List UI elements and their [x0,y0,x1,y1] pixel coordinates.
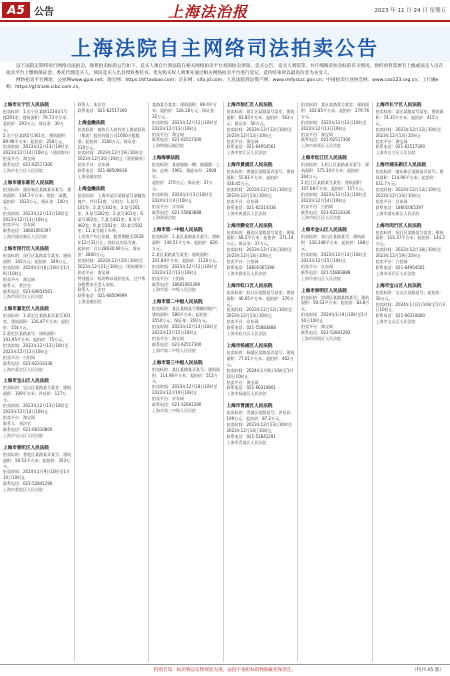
notice-line: 拍卖标的：黄浦区某路某弄某号；建筑面积：55.81平方米；起拍价：436.45万元。 [226,169,295,187]
notice-line: 拍卖时间：2023年12月12日10时至2023年12月13日10时止 [226,307,292,319]
notice-line: 2.某区某路某号某室；建筑面积：201.84平方米；起拍价：1120万元。 [152,252,221,263]
notice-signature: 上海市第一中级人民法院 [152,287,196,293]
notice-line: 联系电话：021-62314336 [3,360,53,366]
auction-notice [376,283,446,325]
auction-notice [301,155,370,221]
notice-court-title: 上海市浦东新区人民法院 [3,180,54,186]
notice-line: 联系电话：021-62517300 [152,341,202,347]
notice-line: 拍卖平台：淘宝网 [3,156,35,162]
notice-line: 拍卖时间：2024年1月9日10时至1月10日10时止 [301,312,368,324]
notice-line: 拍卖平台：淘宝网 [226,138,259,144]
auction-notice [227,223,296,277]
notice-line: 拍卖时间：2023年12月12日10时至2023年12月13日10时止 [226,126,292,138]
platform-list: 网络拍卖平台网址：公拍网www.gpai.net；淘宝网：https://sf.taobao.com；京东网：sifa.jd.com；人民法院诉讼资产网：www.rmfysszc.gov.cn；中国拍卖行业协会网：www.caa123.org.cn；工行融e购：https://gf.trade.icbc.com.cn。 [6,78,439,90]
notice-signature: 上海市普陀区人民法院 [3,487,43,493]
notice-column [152,102,224,662]
notice-column [227,102,299,662]
issue-date: 2023 年 11 月 24 日 星期五 [374,8,446,14]
notice-court-title: 上海市松江区人民法院 [301,156,347,162]
notice-line: 拍卖标的：虹口区某路某号某室；建筑面积：46.65平方米；起拍价：370万元。 [226,289,295,307]
notice-court-title: 上海市浦东新区人民法院 [375,163,427,169]
notice-line: 联系人：罗法官 [3,282,31,288]
notice-line: 拍卖时间：2024年1月3日10时至2024年1月4日10时止 [152,191,213,203]
notice-court-title: 上海市金山区人民法院 [301,228,347,234]
notice-signature: 上海市第二中级人民法院 [152,347,196,353]
notice-court-title: 上海市长宁区人民法院 [3,103,49,108]
notice-court-title: 上海市第二中级人民法院 [152,300,203,306]
notice-court-title: 上海市闵行区人民法院 [3,247,49,253]
notice-line: 拍卖时间：2023年12月18日10时至2023年12月19日10时止 [152,384,218,396]
notice-line: 拍卖平台：淘宝网 [301,324,333,330]
notice-line: 拍卖平台：淘宝网 [152,131,184,137]
auction-notice [227,162,296,216]
notice-line: 拍卖时间：2023年12月12日10时至2023年12月13日10时止 [152,263,218,275]
auction-notice [227,283,296,337]
notice-line: 拍卖时间：2023年12月13日10时至2023年12月14日10时止 [226,247,292,259]
notice-line: 拍卖时间：2023年12月13日10时至2023年12月14日10时止 [375,186,441,198]
notice-court-title: 上海市杨浦区人民法院 [226,344,273,349]
notice-line: 拍卖标的：某轮船舶一艘；船籍港：上海；总吨：2961；建造年份：2008年。 [152,162,220,180]
notice-court-title: 上海市嘉定区人民法院 [3,307,49,313]
notice-line: 拍卖平台：京东网 [77,162,110,168]
notice-line: 联系电话：021-52841291 [226,433,276,439]
notice-signature: 上海市长宁区人民法院 [375,150,416,156]
notice-line: 联系电话：18601065397 [3,228,51,234]
notice-line: 拍卖时间：2023年12月13日10时至2023年12月14日10时止 [301,191,367,203]
notice-line: 2.长宁区某路5号301室；建筑面积：89.96平方米；起拍价：258万元。 [3,132,69,144]
notice-court-title: 上海市闵行区人民法院 [375,223,422,229]
newspaper-logo: 上海法治报 [168,3,249,21]
auction-notice [3,445,72,493]
auction-notice [3,102,72,174]
notice-signature: 上海市宝山区人民法院 [375,319,416,325]
notice-line: 联系人：王法官 [77,287,106,293]
notice-line: 拍卖时间：2023年12月12日10时至2023年12月13日10时止 [226,186,292,198]
auction-notice [301,102,370,149]
notice-line: 拍卖时间：2023年12月14日10时至2023年12月15日10时止 [152,324,218,335]
notice-line: 联系电话：021-62517300 [3,162,53,168]
notice-line: 拍卖时间：2024年1月9日10时至1月10日10时止 [3,469,70,481]
notice-line: 联系电话：021-62517300 [152,137,202,143]
notice-line: 拍卖平台：淘宝网 [152,335,184,341]
intro-text [6,64,444,91]
notice-signature: 上海金融法院 [77,174,102,180]
notice-line: 起拍价：370万元；保证金：37万元。 [152,179,213,191]
notice-line: 拍卖标的：普陀区某路某弄某号；建筑面积：59.53平方米；起拍价：353万元。 [3,451,71,469]
notice-line: 拍卖标的：1.某区某路某弄某号；建筑面积：146.51平方米；起拍价：820万元。 [152,234,220,252]
notice-line: 联系电话：021-52841290 [152,402,202,408]
auction-notice [152,102,221,149]
notice-court-title: 上海市静安区人民法院 [226,223,273,229]
notice-line: 拍卖标的：某区某路某号整幢房地产；建筑面积：580平方米；起拍价：3550万元；保证金：350万元。 [152,306,220,324]
notice-line: 联系人：刘法官 [3,420,31,426]
notice-court-title: 上海市青浦区人民法院 [226,404,273,410]
notice-line: 特别提示：标的物以现状拍卖，过户所涉税费由买受人承担。 [77,275,146,287]
notice-columns [3,102,447,662]
notice-line: 拍卖平台：淘宝网 [226,379,259,385]
notice-line: 拍卖标的：1.嘉定区某路某弄某号101室；建筑面积：126.47平方米；起拍价：154万元。 [3,313,71,331]
auction-notice [376,162,446,216]
notice-line: 联系电话：021-55883888 [301,269,351,275]
notice-signature: 上海市金山区人民法院 [301,275,341,281]
page-title: 上海法院自主网络司法拍卖公告 [71,36,379,60]
notice-signature: 上海市宝山区人民法院 [3,432,43,438]
notice-line: 上述房产均已出租，租赁期限至2028年12月31日止；现状以实际为准。 [77,234,144,246]
notice-signature: 上海市虹口区人民法院 [226,331,267,337]
auction-notice [301,288,370,342]
notice-signature: 上海市奉贤区人民法院 [301,143,341,149]
notice-signature: 上海铁路运输法院 [152,143,184,149]
notice-line: 联系电话：021-55883888 [152,209,202,215]
notice-line: 拍卖标的：宝山区某路某号；起拍价：30万元。 [375,289,444,301]
notice-signature: 上海市青浦区人民法院 [226,439,267,445]
notice-line: 拍卖平台：公拍网 [152,275,184,281]
auction-notice [3,306,72,372]
notice-line: 拍卖平台：京东网 [226,198,259,204]
notice-line: 拍卖标的：1.松江区某路某弄某号；建筑面积：375.34平方米；起拍价：204万元。 [301,162,369,180]
notice-line: 拍卖平台：淘宝网 [77,269,110,275]
auction-notice [227,403,296,445]
notice-line: 拍卖标的：静安区某路某号某室；建筑面积：68.2平方米；起拍价：371.14万元；保证金：37万元。 [226,229,295,247]
page-number-badge: A5 [2,2,30,18]
notice-line: 拍卖平台：公拍网 [3,354,35,360]
footer [0,664,450,676]
notice-line: 联系电话：18601065396 [226,264,275,270]
auction-notice [152,155,221,221]
notice-line: 拍卖标的：某区某路某号某室；建筑面积：74.35平方米；起拍价：415万元。 [375,109,444,126]
notice-column [376,102,448,662]
notice-line: 拍卖平台：京东网 [152,396,184,402]
auction-notice [227,102,296,156]
notice-court-title: 上海市第一中级人民法院 [152,228,203,234]
notice-line: 拍卖平台：京东网 [3,222,35,228]
notice-line: 拍卖标的：闵行区某路某号某室；建筑面积：343万元；起拍价：349万元。 [3,253,71,265]
notice-line: 联系电话：021-64954561 [375,264,425,270]
notice-line: 某路某号某室；建筑面积：89.4平方米；起拍价：326.18万元；保证金：32万元。 [152,102,218,119]
notice-line: 拍卖时间：2023年12月19日10时至2023年12月20日10时止（延时除外） [77,150,147,162]
notice-line: 拍卖标的：徐汇区某路某号某室；建筑面积：83.85平方米；起拍价：563万元；保证金：56万元。 [226,109,295,126]
notice-line: 联系电话：021-66310801 [226,385,276,391]
notice-line: 拍卖时间：2024年1月9日10时至1月10日10时止 [226,367,294,379]
notice-line: 拍卖时间：2023年12月12日10时至2023年12月13日10时止 [3,210,69,222]
notice-court-title: 上海市宝山区人民法院 [375,283,422,289]
notice-signature: 上海市黄浦区人民法院 [226,210,267,216]
notice-court-title: 上海金融法院 [77,120,106,126]
notice-line: 拍卖平台：淘宝网 [3,276,35,282]
notice-line: 起拍价：合计28630.69万元；保证金：2800万元。 [77,246,141,258]
footer-notice: 特别告知：标的物以实物现状为准，法院不承担标的物瑕疵担保责任。 [153,668,297,673]
notice-line: 拍卖平台：公拍网 [301,203,333,209]
notice-line: 联系电话：021-64954561 [226,144,276,150]
notice-line: 拍卖标的：浦东新区某路某弄某号；建筑面积：114.96平方米；起拍价：631.7万元。 [375,169,444,187]
notice-line: 拍卖时间：2024年1月2日10时至1月3日10时止 [375,301,445,313]
notice-line: 拍卖时间：2023年12月18日10时至2023年12月19日10时止 [375,247,441,259]
notice-line: 联系电话：021-62517300 [301,137,351,143]
auction-notice [227,343,296,397]
notice-line: 拍卖标的：上海市某区某路某号某幢房地产，共计11套，分别为：1.某号101室；2.某号102室；3.某号201室；4.某号202室；5.某号301室；6.某号302室；7.某号401室；8.某号402室；9.某号501室；10.某号502室；11.某号地下车库。 [77,192,146,234]
notice-court-title: 上海市徐汇区人民法院 [226,103,273,108]
notice-line: 拍卖标的：浦东新区某路某弄某号；建筑面积：144.7平方米；现状：闲置。 [3,186,71,198]
notice-line: 联系电话：021-52841290 [3,481,53,487]
notice-line: 联系电话：18601065397 [375,204,424,210]
notice-line: 联系电话：021-62314336 [301,209,351,215]
notice-signature: 上海金融法院 [77,299,102,305]
auction-notice [301,227,370,281]
notice-signature: 上海市闵行区人民法院 [3,294,43,300]
notice-line: 拍卖标的：被执行人持有的上海某投资（集团）股份有限公司1000万股股票；起拍价：2100万元；保证金：210万元。 [77,126,146,150]
notice-line: 拍卖时间：2023年12月20日10时至2023年12月21日10时止（延时除外） [77,257,147,269]
notice-line: 拍卖时间：2024年1月6日10时至1月9日10时止 [3,264,70,276]
auction-notice [3,378,72,438]
notice-court-title: 上海市黄浦区人民法院 [226,163,273,169]
footer-edition: （特刊 A5 版） [412,668,444,673]
notice-line: 联系电话：021-64954561 [3,288,53,294]
notice-line: 联系电话：021-66310800 [375,313,425,319]
notice-line: 拍卖标的：青浦区某路某号；评估价：109万元；起拍价：87.2万元。 [226,410,295,422]
notice-line: 拍卖时间：2023年12月13日10时至2023年12月14日10时止 [226,422,292,433]
auction-notice [78,102,147,114]
notice-line: 拍卖标的：宝山区某路某号某室；建筑面积：109平方米；评估价：127万元。 [3,385,71,403]
notice-line: 拍卖平台：公拍网 [375,259,408,265]
notice-signature: 上海市闵行区人民法院 [375,270,416,276]
notice-signature: 上海市崇明区人民法院 [301,335,341,341]
notice-line: 联系电话：021-62517300 [77,107,127,113]
notice-line: 拍卖标的：某区某路某号某室；建筑面积：102.85平方米；起拍价：279.76万元。 [301,102,369,119]
notice-line: 拍卖标的：金山区某路某号；建筑面积：130.348平方米；起拍价：188万元。 [301,234,370,252]
notice-court-title: 上海海事法院 [152,156,180,162]
notice-signature: 上海市静安区人民法院 [226,270,267,276]
notice-line: 联系电话：021-62314336 [226,204,276,210]
notice-court-title: 上海市崇明区人民法院 [301,288,347,294]
auction-notice [376,223,446,277]
notice-line: 拍卖时间：2023年12月12日10时至2023年12月13日10时止 [375,126,441,138]
auction-notice [152,360,221,414]
notice-line: 拍卖标的：1.长宁区某路1234弄1号楼201室；建筑面积：79.73平方米；起拍价：293万元；保证金：30万元。 [3,109,71,132]
notice-line: 拍卖平台：公拍网 [226,259,259,265]
notice-signature: 上海市徐汇区人民法院 [226,150,267,156]
auction-notice [376,102,446,156]
notice-line: 拍卖平台：京东网 [226,319,259,325]
auction-notice [152,299,221,353]
notice-line: 拍卖标的：崇明区某镇某路某号；建筑面积：59.53平方米；起拍价：83.8万元。 [301,294,370,312]
auction-notice [152,227,221,293]
notice-line: 拍卖时间：2023年12月12日10时至2023年12月13日10时止 [152,119,218,131]
auction-notice [3,180,72,240]
notice-line: 拍卖平台：淘宝网 [375,138,408,144]
notice-line: 联系电话：021-52841292 [301,330,351,335]
notice-signature: 上海市浦东新区人民法院 [3,234,47,240]
notice-court-title: 上海市虹口区人民法院 [226,283,273,289]
intro-paragraph: 以下法院定期将举行网络司法拍卖。现将拍卖标的公告如下。竞买人须自行到法院在相关网络拍卖平台查阅拍卖须知、竞买公告，竞买人须知等，并仔细阅读拍卖标的有关情况，预约看样需要有上级或法定人员在拍卖平台上缴纳保证金。委托代理竞买人，须向竞买人出具授权委托书。优先购买权人须事先通过相关网络拍卖平台进行登记，竞价结束时以最高价者为买受人。 [6,64,444,76]
notice-line: 联系电话：021-68509818 [77,168,127,174]
notice-signature: 上海市浦东新区人民法院 [375,210,420,216]
notice-court-title: 上海金融法院 [77,186,106,192]
notice-line: 拍卖平台：淘宝网 [3,414,35,420]
notice-column [78,102,150,662]
notice-court-title: 上海市第三中级人民法院 [152,360,203,366]
notice-line: 联系人：朱法官 [77,102,106,107]
notice-line: 拍卖平台：淘宝网 [301,131,333,137]
notice-line: 2.松江区某路某号某室；建筑面积：107.68平方米；起拍价：157万元。 [301,179,367,191]
notice-court-title: 上海市普陀区人民法院 [3,445,49,451]
auction-notice [3,246,72,300]
notice-line: 拍卖平台：京东网 [152,203,184,209]
notice-line: 拍卖平台：京东网 [301,263,333,269]
auction-notice [78,120,147,180]
notice-line: 联系电话：021-55883888 [226,325,276,331]
notice-line: 起拍价：1023万元；保证金：100万元。 [3,198,69,210]
notice-line: 联系电话：18601065399 [152,281,200,287]
notice-signature: 上海市第三中级人民法院 [152,407,196,413]
notice-line: 拍卖时间：2023年12月14日10时至2023年12月15日10时止 [301,252,367,263]
notice-line: 拍卖时间：2023年12月13日10时至2023年12月14日10时止 [3,403,69,415]
notice-line: 联系电话：021-68509999 [77,293,127,299]
notice-line: 拍卖标的：杨浦区某路某弄某号；建筑面积：77.01平方米；起拍价：462万元。 [226,350,295,367]
notice-line: 拍卖时间：2023年12月12日10时至2023年12月13日10时止 [3,342,69,354]
notice-signature: 上海市松江区人民法院 [301,215,341,221]
notice-court-title: 上海市宝山区人民法院 [3,379,49,385]
notice-signature: 上海市嘉定区人民法院 [3,366,43,372]
notice-line: 联系电话：021-62517300 [375,144,425,150]
section-label: 公告 [34,7,54,18]
notice-line: 拍卖时间：2023年12月13日10时至2023年12月14日10时止（延时除外） [3,144,73,156]
notice-court-title: 上海市长宁区人民法院 [375,103,422,108]
masthead [0,0,450,22]
notice-line: 拍卖平台：京东网 [375,198,408,204]
notice-line: 拍卖标的：某区某路某弄某号；建筑面积：114.96平方米；起拍价：512万元。 [152,366,220,384]
auction-notice [78,186,147,305]
notice-line: 拍卖标的：闵行区某路某号某室；建筑面积：101.37平方米；起拍价：144.2万元。 [375,229,445,247]
notice-signature: 上海海事法院 [152,215,176,221]
notice-line: 联系电话：021-66310800 [3,426,53,432]
notice-signature: 上海市杨浦区人民法院 [226,391,267,397]
notice-signature: 上海市长宁区人民法院 [3,168,43,174]
notice-column [301,102,373,662]
notice-column [3,102,75,662]
notice-line: 2.嘉定区某路某号；建筑面积：103.95平方米；起拍价：75万元。 [3,331,67,342]
notice-line: 拍卖时间：2023年12月12日10时至2023年12月13日10时止 [301,119,367,131]
